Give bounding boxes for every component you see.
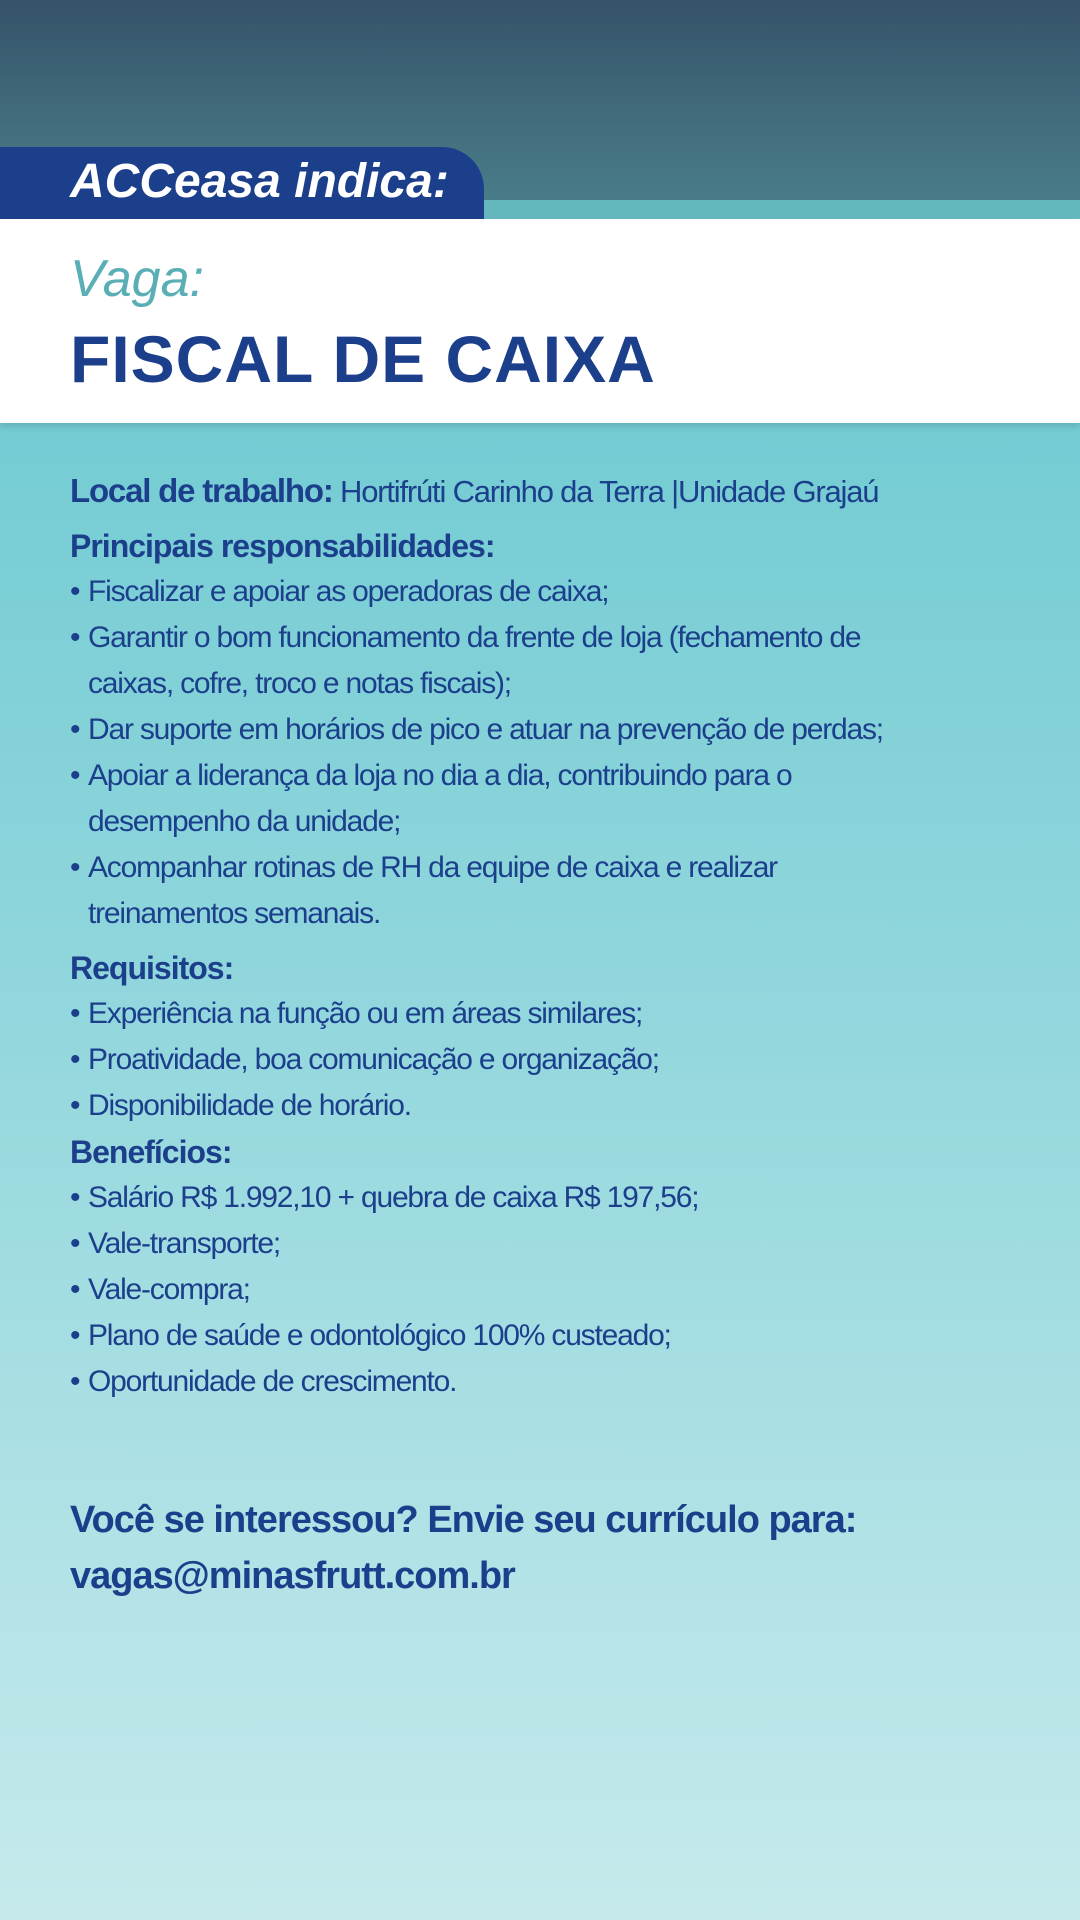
bullet-dot: • [70,1227,80,1260]
bullet-dot: • [70,1043,80,1076]
bullet-dot: • [70,1181,80,1214]
benefit-item [70,1221,1020,1267]
responsibilities-heading: Principais responsabilidades: [70,528,495,564]
job-title: FISCAL DE CAIXA [70,322,656,396]
cta-text: Você se interessou? Envie seu currículo para: [70,1499,857,1541]
responsibility-item-line: treinamentos semanais. [88,897,381,930]
benefit-item-line: Vale-transporte; [88,1227,281,1260]
requirement-item-line: Proatividade, boa comunicação e organização; [88,1043,659,1076]
benefit-item-line: Oportunidade de crescimento. [88,1365,457,1398]
work-location-label: Local de trabalho: [70,472,333,509]
requirement-item [70,991,1020,1037]
requirement-item [70,1083,1020,1129]
benefits-heading: Benefícios: [70,1134,232,1170]
benefit-item [70,1267,1020,1313]
call-to-action [70,1492,856,1604]
requirements-list [70,991,1020,1129]
responsibility-item-line: Apoiar a liderança da loja no dia a dia, contribuindo para o [88,759,792,792]
bullet-dot: • [70,1365,80,1398]
bullet-dot: • [70,1273,80,1306]
requirements-heading: Requisitos: [70,950,234,986]
bullet-dot: • [70,1319,80,1352]
responsibility-item-line: desempenho da unidade; [88,805,401,838]
bullet-dot: • [70,759,80,792]
responsibility-item [70,569,1020,615]
benefits-list [70,1175,1020,1405]
bullet-dot: • [70,713,80,746]
responsibilities-list [70,569,1020,937]
requirement-item [70,1037,1020,1083]
responsibility-item-line: caixas, cofre, troco e notas fiscais); [88,667,511,700]
source-tag [0,147,484,219]
responsibility-item-line: Garantir o bom funcionamento da frente de loja (fechamento de [88,621,861,654]
benefit-item [70,1175,1020,1221]
bullet-dot: • [70,575,80,608]
responsibility-item [70,845,1020,937]
benefit-item-line: Plano de saúde e odontológico 100% custeado; [88,1319,671,1352]
responsibility-item-line: Dar suporte em horários de pico e atuar na prevenção de perdas; [88,713,883,746]
requirement-item-line: Disponibilidade de horário. [88,1089,411,1122]
work-location [70,468,1020,515]
responsibility-item [70,707,1020,753]
title-box [0,219,1080,423]
benefit-item-line: Vale-compra; [88,1273,250,1306]
responsibility-item [70,753,1020,845]
vaga-label: Vaga: [70,250,204,308]
responsibility-item-line: Fiscalizar e apoiar as operadoras de caixa; [88,575,609,608]
cta-email[interactable]: vagas@minasfrutt.com.br [70,1555,515,1597]
work-location-value: Hortifrúti Carinho da Terra |Unidade Grajaú [340,474,879,509]
responsibility-item-line: Acompanhar rotinas de RH da equipe de caixa e realizar [88,851,777,884]
benefit-item [70,1313,1020,1359]
responsibility-item [70,615,1020,707]
benefit-item [70,1359,1020,1405]
requirement-item-line: Experiência na função ou em áreas similares; [88,997,643,1030]
bullet-dot: • [70,851,80,884]
job-details [70,468,1020,1405]
benefit-item-line: Salário R$ 1.992,10 + quebra de caixa R$ 197,56; [88,1181,699,1214]
source-tag-text: ACCeasa indica: [70,155,449,208]
bullet-dot: • [70,1089,80,1122]
bullet-dot: • [70,997,80,1030]
bullet-dot: • [70,621,80,654]
